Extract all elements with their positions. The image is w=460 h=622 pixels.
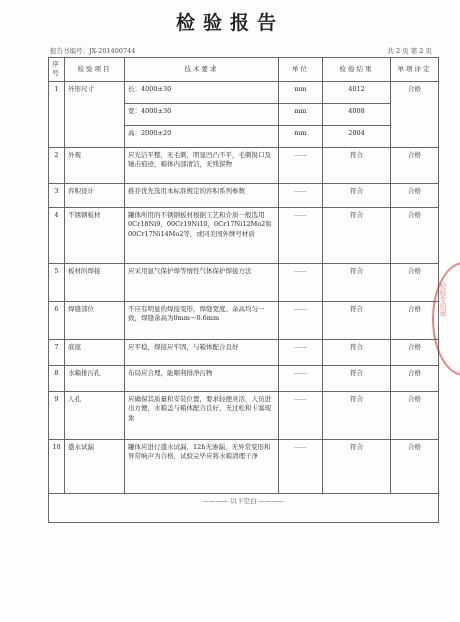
row-result: 2004 [323,125,391,147]
row-unit: mm [279,81,323,103]
header-item: 检验项目 [65,58,125,82]
row-requirement: 布局应合理，能顺利排净污物 [125,365,279,391]
row-unit: —— [279,183,323,207]
row-item: 不锈钢板材 [65,207,125,263]
row-item: 底座 [65,339,125,365]
row-verdict: 合格 [391,439,439,493]
row-item: 外形尺寸 [65,81,125,147]
row-requirement: 应平稳，焊接应牢固，与箱体配合良好 [125,339,279,365]
table-row [49,207,439,263]
table-row [49,147,439,183]
row-result: 符合 [323,391,391,439]
row-no: 7 [49,339,65,365]
row-no: 6 [49,301,65,339]
row-unit: —— [279,263,323,301]
row-no: 9 [49,391,65,439]
row-verdict: 合格 [391,207,439,263]
row-item: 人孔 [65,391,125,439]
row-item: 容积设计 [65,183,125,207]
row-result: 符合 [323,301,391,339]
row-requirement: 应光洁平整，无毛刺，明显凹凸不平，毛刺锐口及锤击痕迹，箱体内部清洁，无残留物 [125,147,279,183]
page-info: 共 2 页 第 2 页 [387,47,432,55]
row-result: 符合 [323,207,391,263]
header-requirement: 技术要求 [125,58,279,82]
row-requirement: 长：4000±30 [125,81,279,103]
table-header-row [49,58,439,82]
row-unit: mm [279,125,323,147]
row-item: 焊缝部位 [65,301,125,339]
row-no: 1 [49,81,65,147]
table-row [49,391,439,439]
table-row [49,339,439,365]
row-verdict: 合格 [391,263,439,301]
row-result: 符合 [323,339,391,365]
row-unit: —— [279,207,323,263]
table-row [49,81,439,103]
footer-row [49,493,439,522]
page-title: 检验报告 [175,12,284,34]
inspection-table [48,57,439,523]
row-result: 符合 [323,147,391,183]
table-row [49,263,439,301]
table-row [49,183,439,207]
row-result: 符合 [323,439,391,493]
row-verdict: 合格 [391,147,439,183]
row-requirement: 宽：4000±30 [125,103,279,125]
row-no: 5 [49,263,65,301]
row-result: 符合 [323,263,391,301]
row-verdict: 合格 [391,183,439,207]
row-result: 符合 [323,183,391,207]
header-unit: 单位 [279,58,323,82]
row-unit: —— [279,339,323,365]
row-item: 外观 [65,147,125,183]
row-no: 10 [49,439,65,493]
header-no: 序号 [49,58,65,82]
table-row [49,301,439,339]
row-no: 8 [49,365,65,391]
row-result: 4008 [323,103,391,125]
row-no: 3 [49,183,65,207]
report-number: 报告书编号：JX-201400744 [50,47,136,55]
header-result: 检验结果 [323,58,391,82]
row-verdict: 合格 [391,365,439,391]
row-result: 4012 [323,81,391,103]
row-requirement: 应确保其质量和安装位置，要求轻便灵活，人员进出方便，水箱盖与箱体配合良好，无过松和卡塞现象 [125,391,279,439]
stamp-text: 检验专用章 [439,282,447,317]
row-requirement: 不应有明显的焊接变形，焊缝宽度、余高均匀一致，焊缝余高为0mm～0.6mm [125,301,279,339]
table-row [49,439,439,493]
table-row [49,365,439,391]
row-item: 水箱排污孔 [65,365,125,391]
row-item: 盛水试漏 [65,439,125,493]
row-requirement: 推荐优先选用本标准规定的容积系列参数 [125,183,279,207]
row-result: 符合 [323,365,391,391]
row-requirement: 应采用氩气保护焊等惰性气体保护焊接方法 [125,263,279,301]
row-verdict: 合格 [391,339,439,365]
row-unit: —— [279,365,323,391]
row-unit: —— [279,439,323,493]
row-no: 2 [49,147,65,183]
row-unit: —— [279,147,323,183]
header-verdict: 单项评定 [391,58,439,82]
row-requirement: 罐体应进行盛水试漏，12h无渗漏，无异常变形和异常响声为合格，试验完毕应将水箱清理干净 [125,439,279,493]
row-verdict: 合格 [391,391,439,439]
row-unit: —— [279,301,323,339]
row-item: 板材的焊接 [65,263,125,301]
row-unit: —— [279,391,323,439]
blank-below-note: ———— 以下空白 ———— [49,493,439,522]
row-no: 4 [49,207,65,263]
row-verdict: 合格 [391,301,439,339]
row-unit: mm [279,103,323,125]
row-requirement: 罐体所用的不锈钢板材根据工艺和介质一般选用0Cr18Ni9，00Cr19Ni10，0Cr17Ni12Mo2和00Cr17Ni14Mo2等，或同美国外牌号材质 [125,207,279,263]
row-requirement: 高：2000±20 [125,125,279,147]
row-verdict: 合格 [391,81,439,147]
